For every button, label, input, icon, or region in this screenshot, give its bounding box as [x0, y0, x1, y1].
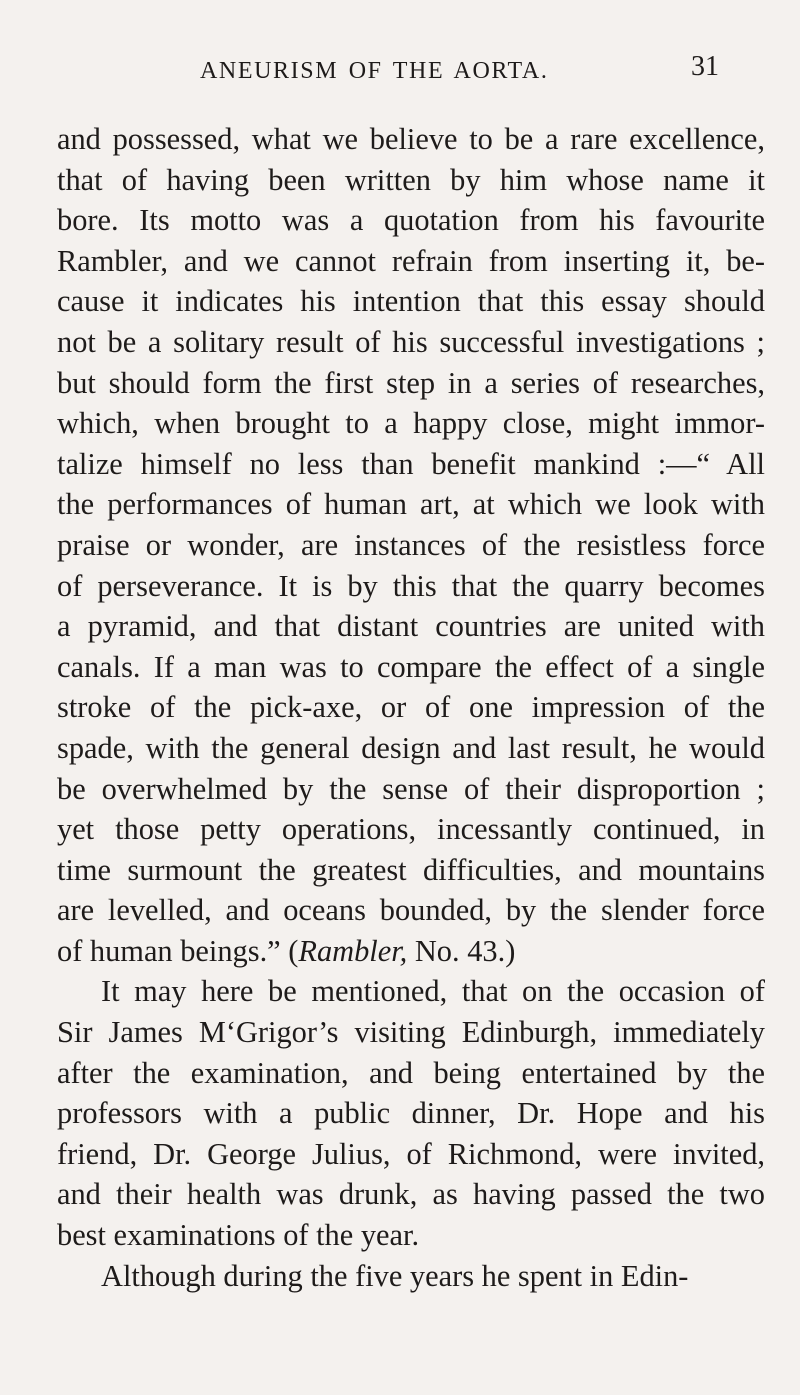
text-line: not be a solitary result of his successful investigations ;	[57, 324, 765, 359]
body-text	[57, 119, 765, 1296]
text-line: bore. Its motto was a quotation from his favourite	[57, 203, 765, 238]
text-line: It may here be mentioned, that on the occasion of	[101, 974, 765, 1009]
text-line: talize himself no less than benefit mankind :—“ All	[57, 446, 765, 481]
text-line: cause it indicates his intention that this essay should	[57, 284, 765, 319]
text-line: professors with a public dinner, Dr. Hope and his	[57, 1096, 765, 1131]
text-line: spade, with the general design and last result, he would	[57, 730, 765, 765]
text-line: Rambler, and we cannot refrain from inserting it, be-	[57, 243, 765, 278]
text-line: yet those petty operations, incessantly continued, in	[57, 812, 765, 847]
citation-number: No. 43.)	[407, 933, 516, 968]
text-line: that of having been written by him whose name it	[57, 162, 765, 197]
text-line: but should form the first step in a series of researches,	[57, 365, 765, 400]
text-line: praise or wonder, are instances of the resistless force	[57, 527, 765, 562]
quote-citation-line	[57, 931, 765, 972]
text-line: after the examination, and being entertained by the	[57, 1055, 765, 1090]
text-line: be overwhelmed by the sense of their disproportion ;	[57, 771, 765, 806]
text-line: Sir James M‘Grigor’s visiting Edinburgh, immediately	[57, 1015, 765, 1050]
text-line: and their health was drunk, as having passed the two	[57, 1177, 765, 1212]
text-line: the performances of human art, at which we look with	[57, 487, 765, 522]
citation-title: Rambler,	[298, 933, 408, 968]
text-line: of perseverance. It is by this that the quarry becomes	[57, 568, 765, 603]
running-title: ANEURISM OF THE AORTA.	[200, 58, 549, 84]
text-line: time surmount the greatest difficulties, and mountains	[57, 852, 765, 887]
text-line: stroke of the pick-axe, or of one impression of the	[57, 690, 765, 725]
quote-end-text: of human beings.” (	[57, 933, 299, 968]
page-header	[190, 51, 719, 96]
text-line: a pyramid, and that distant countries are united with	[57, 609, 765, 644]
text-line: canals. If a man was to compare the effect of a single	[57, 649, 765, 684]
text-line: and possessed, what we believe to be a rare excellence,	[57, 122, 765, 156]
text-line: best examinations of the year.	[57, 1218, 420, 1253]
text-line: friend, Dr. George Julius, of Richmond, were invited,	[57, 1136, 765, 1171]
page-number: 31	[691, 51, 719, 82]
text-line: Although during the five years he spent in Edin-	[101, 1258, 689, 1293]
text-line: are levelled, and oceans bounded, by the slender force	[57, 893, 765, 928]
text-line: which, when brought to a happy close, might immor-	[57, 406, 765, 441]
